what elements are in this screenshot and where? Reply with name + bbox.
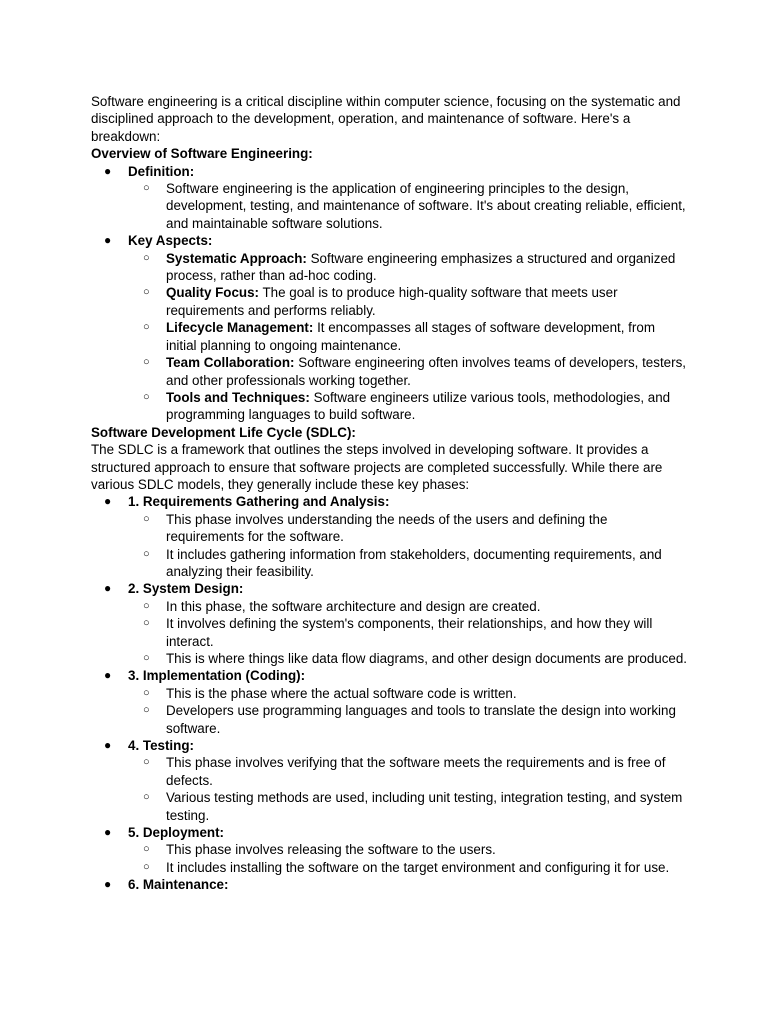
hollow-bullet-icon: ○ [143,182,150,195]
bullet-icon: ● [104,494,112,509]
phase-text: This phase involves understanding the needs of the users and defining the requirements for the software. [166,511,608,545]
phase-text: This phase involves releasing the software to the users. [166,842,496,858]
aspect-term: Systematic Approach: [166,250,307,266]
aspect-term: Lifecycle Management: [166,320,314,336]
list-item [91,702,688,737]
list-item [91,284,688,319]
aspect-text: Software engineering often involves teams of developers, testers, and other professionals working together. [166,355,686,388]
hollow-bullet-icon: ○ [143,251,150,264]
list-item [91,841,688,858]
aspect-term: Team Collaboration: [166,355,295,371]
hollow-bullet-icon: ○ [143,599,150,612]
list-item [91,389,688,424]
aspect-text: Software engineers utilize various tools, methodologies, and programming languages to build software. [166,389,671,423]
hollow-bullet-icon: ○ [143,547,150,560]
phase-text: Developers use programming languages and tools to translate the design into working software. [166,703,676,736]
hollow-bullet-icon: ○ [143,286,150,299]
aspect-text: It encompasses all stages of software development, from initial planning to ongoing maintenance. [166,320,655,353]
list-item [91,180,688,232]
key-aspects-label: Key Aspects: [128,233,213,249]
phase-text: It includes installing the software on the target environment and configuring it for use. [166,859,670,875]
aspect-text: The goal is to produce high-quality software that meets user requirements and performs reliably. [166,285,618,318]
list-item [91,598,688,615]
sdlc-intro-paragraph: The SDLC is a framework that outlines the steps involved in developing software. It provides a structured approach to ensure that software projects are completed successfully. While there are various SDLC models, they generally include these key phases: [91,442,663,492]
phase-label: 4. Testing: [128,738,194,754]
aspect-text: Software engineering emphasizes a structured and organized process, rather than ad-hoc coding. [166,250,676,284]
hollow-bullet-icon: ○ [143,512,150,525]
phase-text: It involves defining the system's components, their relationships, and how they will interact. [166,616,653,649]
bullet-icon: ● [104,233,112,248]
phase-label: 6. Maintenance: [128,877,229,893]
phase-text: This is the phase where the actual software code is written. [166,685,517,701]
phase-text: It includes gathering information from stakeholders, documenting requirements, and analyzing their feasibility. [166,546,662,579]
hollow-bullet-icon: ○ [143,652,150,664]
list-item [91,754,688,789]
list-item [91,319,688,354]
hollow-bullet-icon: ○ [143,791,150,804]
list-item [91,546,688,581]
intro-paragraph: Software engineering is a critical discipline within computer science, focusing on the systematic and disciplined approach to the development, operation, and maintenance of software. Here's a breakdown: [91,94,681,144]
list-item [91,789,688,824]
list-item-phase-5 [91,824,688,841]
list-item [91,859,688,876]
phase-label: 2. System Design: [128,581,244,597]
list-item-phase-2 [91,580,688,597]
phase-text: Various testing methods are used, including unit testing, integration testing, and system testing. [166,790,683,823]
definition-text: Software engineering is the application of engineering principles to the design, development, testing, and maintenance of software. It's about creating reliable, efficient, and maintainable software solutions. [166,181,686,231]
overview-heading: Overview of Software Engineering: [91,146,313,162]
bullet-icon: ● [104,738,112,753]
bullet-icon: ● [104,163,112,178]
list-item [91,650,688,667]
hollow-bullet-icon: ○ [143,756,150,769]
bullet-icon: ● [104,825,112,840]
sdlc-phase-list [91,493,688,893]
list-item [91,615,688,650]
list-item-phase-4 [91,737,688,754]
list-item [91,250,688,285]
sdlc-heading: Software Development Life Cycle (SDLC): [91,424,356,440]
hollow-bullet-icon: ○ [143,356,150,369]
list-item-phase-1 [91,493,688,510]
phase-text: This is where things like data flow diagrams, and other design documents are produced. [166,651,688,666]
hollow-bullet-icon: ○ [143,390,150,403]
list-item-phase-3 [91,667,688,684]
hollow-bullet-icon: ○ [143,617,150,630]
overview-list [91,163,688,424]
list-item [91,685,688,702]
list-item-key-aspects [91,232,688,249]
aspect-term: Quality Focus: [166,285,260,301]
list-item [91,511,688,546]
list-item-phase-6 [91,876,688,893]
bullet-icon: ● [104,581,112,596]
list-item [91,354,688,389]
hollow-bullet-icon: ○ [143,686,150,699]
phase-text: In this phase, the software architecture and design are created. [166,598,541,614]
phase-label: 3. Implementation (Coding): [128,668,306,684]
aspect-term: Tools and Techniques: [166,389,310,405]
bullet-icon: ● [104,668,112,683]
phase-text: This phase involves verifying that the software meets the requirements and is free of defects. [166,755,666,788]
hollow-bullet-icon: ○ [143,860,150,873]
list-item-definition [91,163,688,180]
phase-label: 1. Requirements Gathering and Analysis: [128,494,390,510]
phase-label: 5. Deployment: [128,825,224,841]
hollow-bullet-icon: ○ [143,321,150,334]
definition-label: Definition: [128,163,195,179]
hollow-bullet-icon: ○ [143,843,150,856]
bullet-icon: ● [104,877,112,892]
hollow-bullet-icon: ○ [143,704,150,717]
